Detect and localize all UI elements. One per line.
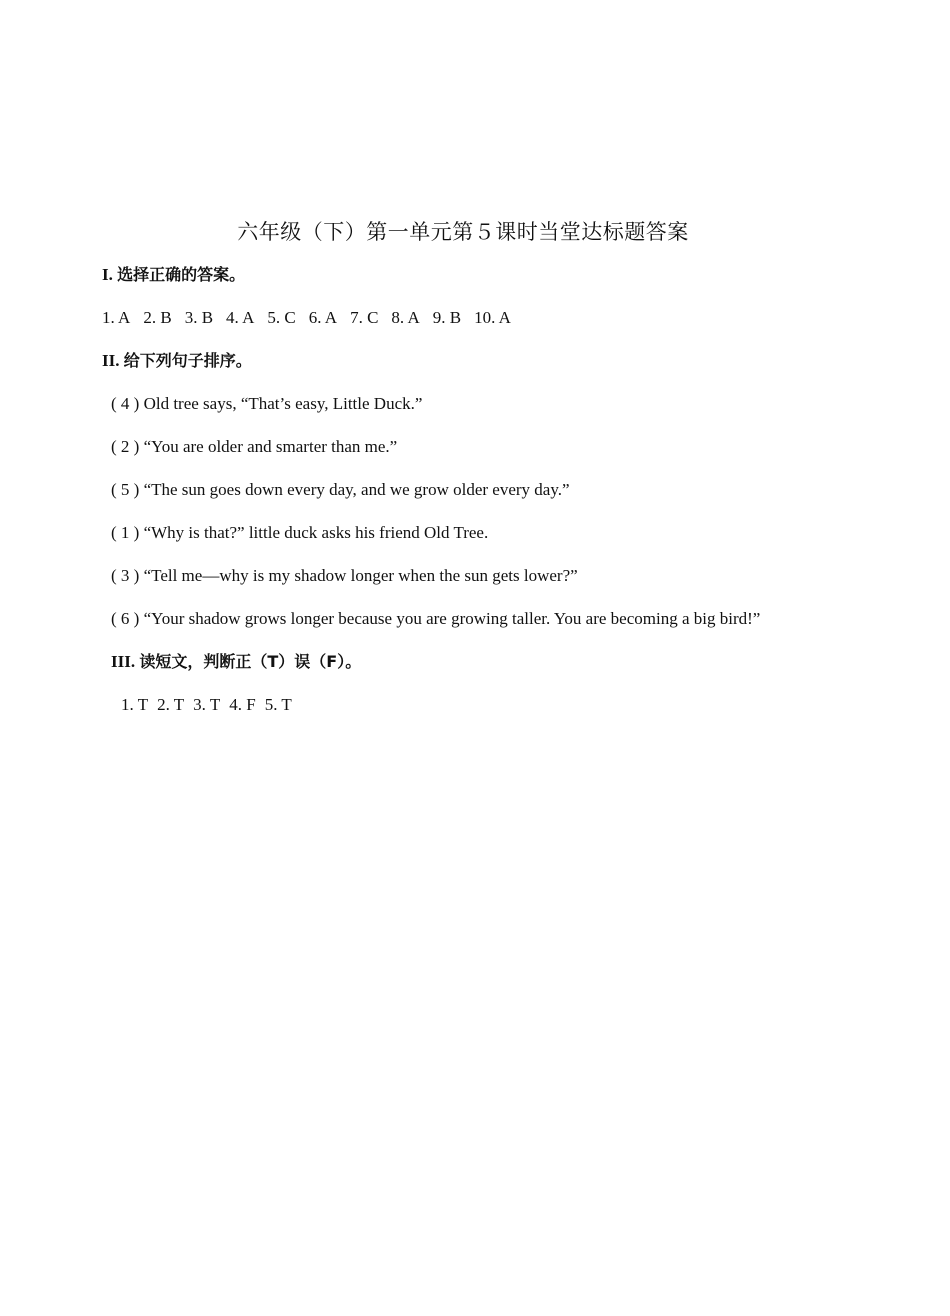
section-1-number: I. [102,265,113,284]
answer-item: 10. A [474,308,511,327]
ordering-item: ( 4 ) Old tree says, “That’s easy, Little Duck.” [111,394,423,413]
page-title: 六年级（下）第一单元第５课时当堂达标题答案 [237,220,689,244]
ordering-item: ( 2 ) “You are older and smarter than me.” [111,437,398,456]
section-3-number: III. [111,652,136,671]
section-3-heading [111,650,361,674]
answer-item: 1. A [102,308,131,327]
section-1-title: 选择正确的答案。 [117,265,246,284]
answer-item: 8. A [391,308,420,327]
answer-item: 5. T [264,695,292,714]
ordering-item: ( 5 ) “The sun goes down every day, and we grow older every day.” [111,480,570,499]
ordering-item: ( 3 ) “Tell me—why is my shadow longer when the sun gets lower?” [111,566,578,585]
section-1-heading [102,263,245,287]
ordering-item: ( 6 ) “Your shadow grows longer because you are growing taller. You are becoming a big bird!” [111,609,761,628]
answer-item: 9. B [432,308,462,327]
answer-item: 1. T [121,695,149,714]
answer-item: 5. C [267,308,296,327]
answer-item: 4. F [229,695,256,714]
answer-item: 2. T [157,695,185,714]
section-2-number: II. [102,351,120,370]
answer-item: 3. B [184,308,214,327]
section-2-title: 给下列句子排序。 [123,351,252,370]
answer-item: 3. T [193,695,221,714]
section-3-answers [121,693,301,717]
section-3-title: 读短文，判断正（T）误（F）。 [139,652,362,671]
section-2-heading [102,349,252,373]
answer-item: 4. A [226,308,255,327]
ordering-item: ( 1 ) “Why is that?” little duck asks his friend Old Tree. [111,523,489,542]
answer-item: 2. B [143,308,172,327]
answer-item: 6. A [308,308,338,327]
answer-item: 7. C [350,308,379,327]
section-1-answers [102,306,524,330]
